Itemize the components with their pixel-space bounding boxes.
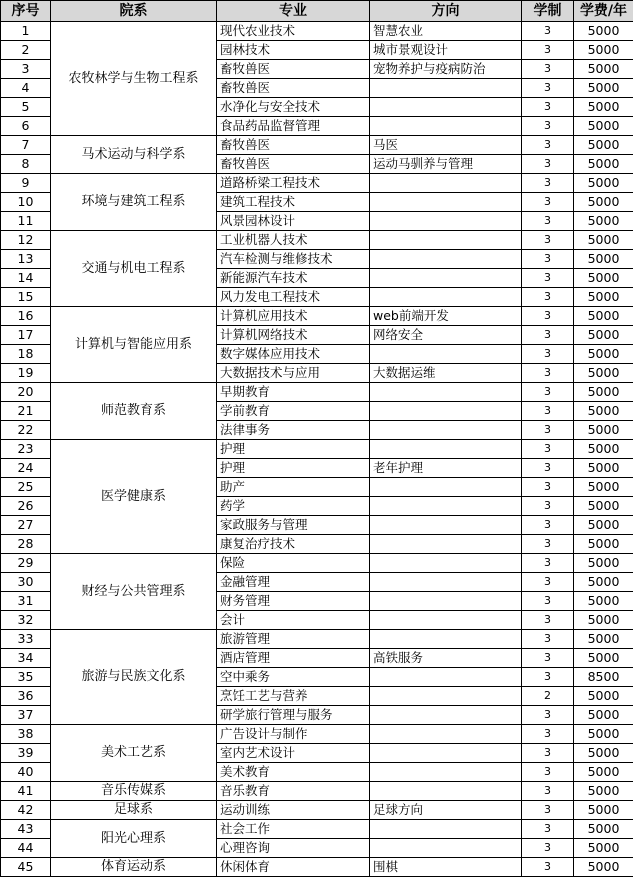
- table-row: [1, 782, 633, 801]
- table-row: [1, 22, 633, 41]
- department-name: 足球系: [51, 801, 217, 820]
- row-number: 21: [1, 402, 51, 421]
- table-row: [1, 858, 633, 877]
- study-years: 3: [522, 421, 574, 440]
- row-number: 23: [1, 440, 51, 459]
- row-number: 19: [1, 364, 51, 383]
- annual-fee: 5000: [574, 535, 633, 554]
- header-fee: 学费/年: [574, 1, 633, 22]
- annual-fee: 5000: [574, 269, 633, 288]
- row-number: 14: [1, 269, 51, 288]
- table-row: [1, 725, 633, 744]
- major-name: 道路桥梁工程技术: [217, 174, 370, 193]
- direction-name: [370, 630, 522, 649]
- study-years: 3: [522, 801, 574, 820]
- annual-fee: 8500: [574, 668, 633, 687]
- row-number: 45: [1, 858, 51, 877]
- study-years: 3: [522, 516, 574, 535]
- direction-name: [370, 687, 522, 706]
- major-name: 心理咨询: [217, 839, 370, 858]
- row-number: 28: [1, 535, 51, 554]
- major-name: 烹饪工艺与营养: [217, 687, 370, 706]
- direction-name: [370, 763, 522, 782]
- major-name: 保险: [217, 554, 370, 573]
- table-row: [1, 820, 633, 839]
- direction-name: web前端开发: [370, 307, 522, 326]
- row-number: 3: [1, 60, 51, 79]
- direction-name: [370, 98, 522, 117]
- study-years: 3: [522, 630, 574, 649]
- annual-fee: 5000: [574, 250, 633, 269]
- direction-name: 围棋: [370, 858, 522, 877]
- row-number: 4: [1, 79, 51, 98]
- major-name: 食品药品监督管理: [217, 117, 370, 136]
- row-number: 34: [1, 649, 51, 668]
- study-years: 3: [522, 326, 574, 345]
- annual-fee: 5000: [574, 459, 633, 478]
- study-years: 3: [522, 41, 574, 60]
- major-name: 护理: [217, 459, 370, 478]
- department-name: 阳光心理系: [51, 820, 217, 858]
- direction-name: [370, 592, 522, 611]
- major-name: 药学: [217, 497, 370, 516]
- direction-name: [370, 497, 522, 516]
- study-years: 3: [522, 763, 574, 782]
- study-years: 3: [522, 212, 574, 231]
- table-row: [1, 630, 633, 649]
- row-number: 37: [1, 706, 51, 725]
- row-number: 27: [1, 516, 51, 535]
- major-name: 法律事务: [217, 421, 370, 440]
- study-years: 3: [522, 668, 574, 687]
- major-name: 风景园林设计: [217, 212, 370, 231]
- annual-fee: 5000: [574, 706, 633, 725]
- department-name: 体育运动系: [51, 858, 217, 877]
- annual-fee: 5000: [574, 79, 633, 98]
- major-name: 建筑工程技术: [217, 193, 370, 212]
- header-years: 学制: [522, 1, 574, 22]
- row-number: 13: [1, 250, 51, 269]
- table-row: [1, 440, 633, 459]
- major-name: 研学旅行管理与服务: [217, 706, 370, 725]
- annual-fee: 5000: [574, 402, 633, 421]
- annual-fee: 5000: [574, 744, 633, 763]
- annual-fee: 5000: [574, 22, 633, 41]
- study-years: 3: [522, 573, 574, 592]
- major-name: 运动训练: [217, 801, 370, 820]
- major-name: 室内艺术设计: [217, 744, 370, 763]
- table-row: [1, 136, 633, 155]
- annual-fee: 5000: [574, 478, 633, 497]
- annual-fee: 5000: [574, 155, 633, 174]
- major-name: 音乐教育: [217, 782, 370, 801]
- study-years: 3: [522, 459, 574, 478]
- row-number: 40: [1, 763, 51, 782]
- annual-fee: 5000: [574, 212, 633, 231]
- study-years: 3: [522, 649, 574, 668]
- row-number: 25: [1, 478, 51, 497]
- study-years: 3: [522, 307, 574, 326]
- study-years: 3: [522, 497, 574, 516]
- department-name: 计算机与智能应用系: [51, 307, 217, 383]
- major-name: 畜牧兽医: [217, 60, 370, 79]
- direction-name: 宠物养护与疫病防治: [370, 60, 522, 79]
- row-number: 32: [1, 611, 51, 630]
- major-name: 家政服务与管理: [217, 516, 370, 535]
- row-number: 29: [1, 554, 51, 573]
- study-years: 3: [522, 345, 574, 364]
- table-row: [1, 231, 633, 250]
- direction-name: [370, 839, 522, 858]
- study-years: 3: [522, 98, 574, 117]
- row-number: 35: [1, 668, 51, 687]
- direction-name: 城市景观设计: [370, 41, 522, 60]
- header-row: [1, 1, 633, 22]
- major-name: 园林技术: [217, 41, 370, 60]
- annual-fee: 5000: [574, 782, 633, 801]
- header-direction: 方向: [370, 1, 522, 22]
- annual-fee: 5000: [574, 98, 633, 117]
- annual-fee: 5000: [574, 117, 633, 136]
- row-number: 9: [1, 174, 51, 193]
- row-number: 15: [1, 288, 51, 307]
- study-years: 3: [522, 535, 574, 554]
- row-number: 12: [1, 231, 51, 250]
- annual-fee: 5000: [574, 440, 633, 459]
- row-number: 41: [1, 782, 51, 801]
- row-number: 36: [1, 687, 51, 706]
- direction-name: 老年护理: [370, 459, 522, 478]
- direction-name: [370, 79, 522, 98]
- row-number: 26: [1, 497, 51, 516]
- annual-fee: 5000: [574, 307, 633, 326]
- annual-fee: 5000: [574, 573, 633, 592]
- study-years: 3: [522, 402, 574, 421]
- direction-name: [370, 212, 522, 231]
- department-name: 师范教育系: [51, 383, 217, 440]
- direction-name: 网络安全: [370, 326, 522, 345]
- major-name: 康复治疗技术: [217, 535, 370, 554]
- annual-fee: 5000: [574, 497, 633, 516]
- annual-fee: 5000: [574, 839, 633, 858]
- row-number: 1: [1, 22, 51, 41]
- major-name: 金融管理: [217, 573, 370, 592]
- major-name: 现代农业技术: [217, 22, 370, 41]
- table-row: [1, 307, 633, 326]
- row-number: 44: [1, 839, 51, 858]
- row-number: 7: [1, 136, 51, 155]
- major-name: 畜牧兽医: [217, 136, 370, 155]
- direction-name: 高铁服务: [370, 649, 522, 668]
- row-number: 39: [1, 744, 51, 763]
- annual-fee: 5000: [574, 516, 633, 535]
- direction-name: [370, 611, 522, 630]
- department-name: 环境与建筑工程系: [51, 174, 217, 231]
- major-name: 畜牧兽医: [217, 79, 370, 98]
- row-number: 2: [1, 41, 51, 60]
- major-name: 汽车检测与维修技术: [217, 250, 370, 269]
- annual-fee: 5000: [574, 345, 633, 364]
- table-row: [1, 174, 633, 193]
- row-number: 42: [1, 801, 51, 820]
- direction-name: 马医: [370, 136, 522, 155]
- study-years: 3: [522, 440, 574, 459]
- major-name: 财务管理: [217, 592, 370, 611]
- annual-fee: 5000: [574, 288, 633, 307]
- study-years: 3: [522, 478, 574, 497]
- annual-fee: 5000: [574, 630, 633, 649]
- table-body: [1, 22, 633, 877]
- direction-name: [370, 573, 522, 592]
- annual-fee: 5000: [574, 421, 633, 440]
- major-name: 护理: [217, 440, 370, 459]
- annual-fee: 5000: [574, 820, 633, 839]
- study-years: 3: [522, 592, 574, 611]
- table-row: [1, 801, 633, 820]
- major-name: 会计: [217, 611, 370, 630]
- study-years: 3: [522, 725, 574, 744]
- annual-fee: 5000: [574, 136, 633, 155]
- row-number: 17: [1, 326, 51, 345]
- annual-fee: 5000: [574, 858, 633, 877]
- major-name: 计算机网络技术: [217, 326, 370, 345]
- direction-name: 足球方向: [370, 801, 522, 820]
- department-name: 交通与机电工程系: [51, 231, 217, 307]
- row-number: 20: [1, 383, 51, 402]
- study-years: 3: [522, 782, 574, 801]
- major-name: 社会工作: [217, 820, 370, 839]
- major-name: 风力发电工程技术: [217, 288, 370, 307]
- row-number: 10: [1, 193, 51, 212]
- direction-name: [370, 174, 522, 193]
- major-name: 广告设计与制作: [217, 725, 370, 744]
- study-years: 3: [522, 117, 574, 136]
- annual-fee: 5000: [574, 383, 633, 402]
- major-name: 酒店管理: [217, 649, 370, 668]
- major-name: 水净化与安全技术: [217, 98, 370, 117]
- study-years: 3: [522, 706, 574, 725]
- major-name: 数字媒体应用技术: [217, 345, 370, 364]
- direction-name: [370, 402, 522, 421]
- major-name: 工业机器人技术: [217, 231, 370, 250]
- study-years: 3: [522, 839, 574, 858]
- direction-name: [370, 820, 522, 839]
- major-name: 旅游管理: [217, 630, 370, 649]
- major-name: 助产: [217, 478, 370, 497]
- row-number: 22: [1, 421, 51, 440]
- header-department: 院系: [51, 1, 217, 22]
- study-years: 3: [522, 744, 574, 763]
- direction-name: [370, 668, 522, 687]
- study-years: 3: [522, 22, 574, 41]
- direction-name: 智慧农业: [370, 22, 522, 41]
- direction-name: [370, 554, 522, 573]
- study-years: 3: [522, 231, 574, 250]
- row-number: 5: [1, 98, 51, 117]
- study-years: 3: [522, 136, 574, 155]
- direction-name: 运动马驯养与管理: [370, 155, 522, 174]
- direction-name: [370, 345, 522, 364]
- row-number: 24: [1, 459, 51, 478]
- direction-name: [370, 725, 522, 744]
- row-number: 8: [1, 155, 51, 174]
- department-name: 农牧林学与生物工程系: [51, 22, 217, 136]
- direction-name: [370, 782, 522, 801]
- study-years: 3: [522, 858, 574, 877]
- direction-name: [370, 535, 522, 554]
- annual-fee: 5000: [574, 687, 633, 706]
- study-years: 3: [522, 288, 574, 307]
- department-name: 财经与公共管理系: [51, 554, 217, 630]
- direction-name: [370, 516, 522, 535]
- row-number: 16: [1, 307, 51, 326]
- annual-fee: 5000: [574, 41, 633, 60]
- row-number: 33: [1, 630, 51, 649]
- row-number: 30: [1, 573, 51, 592]
- row-number: 43: [1, 820, 51, 839]
- major-name: 空中乘务: [217, 668, 370, 687]
- study-years: 3: [522, 79, 574, 98]
- direction-name: [370, 269, 522, 288]
- annual-fee: 5000: [574, 174, 633, 193]
- annual-fee: 5000: [574, 231, 633, 250]
- annual-fee: 5000: [574, 554, 633, 573]
- department-name: 马术运动与科学系: [51, 136, 217, 174]
- major-name: 美术教育: [217, 763, 370, 782]
- study-years: 3: [522, 820, 574, 839]
- table-row: [1, 554, 633, 573]
- row-number: 38: [1, 725, 51, 744]
- major-name: 学前教育: [217, 402, 370, 421]
- annual-fee: 5000: [574, 725, 633, 744]
- department-name: 旅游与民族文化系: [51, 630, 217, 725]
- study-years: 3: [522, 250, 574, 269]
- study-years: 2: [522, 687, 574, 706]
- study-years: 3: [522, 383, 574, 402]
- annual-fee: 5000: [574, 364, 633, 383]
- annual-fee: 5000: [574, 649, 633, 668]
- row-number: 11: [1, 212, 51, 231]
- direction-name: [370, 421, 522, 440]
- direction-name: [370, 193, 522, 212]
- major-name: 大数据技术与应用: [217, 364, 370, 383]
- study-years: 3: [522, 174, 574, 193]
- direction-name: [370, 706, 522, 725]
- header-no: 序号: [1, 1, 51, 22]
- direction-name: [370, 288, 522, 307]
- direction-name: [370, 383, 522, 402]
- row-number: 18: [1, 345, 51, 364]
- direction-name: [370, 440, 522, 459]
- department-name: 音乐传媒系: [51, 782, 217, 801]
- major-name: 畜牧兽医: [217, 155, 370, 174]
- direction-name: [370, 744, 522, 763]
- department-name: 医学健康系: [51, 440, 217, 554]
- study-years: 3: [522, 60, 574, 79]
- direction-name: [370, 250, 522, 269]
- major-name: 休闲体育: [217, 858, 370, 877]
- study-years: 3: [522, 554, 574, 573]
- direction-name: 大数据运维: [370, 364, 522, 383]
- study-years: 3: [522, 269, 574, 288]
- department-name: 美术工艺系: [51, 725, 217, 782]
- row-number: 31: [1, 592, 51, 611]
- direction-name: [370, 478, 522, 497]
- annual-fee: 5000: [574, 592, 633, 611]
- row-number: 6: [1, 117, 51, 136]
- annual-fee: 5000: [574, 193, 633, 212]
- table-row: [1, 383, 633, 402]
- study-years: 3: [522, 155, 574, 174]
- major-name: 新能源汽车技术: [217, 269, 370, 288]
- annual-fee: 5000: [574, 611, 633, 630]
- header-major: 专业: [217, 1, 370, 22]
- annual-fee: 5000: [574, 763, 633, 782]
- major-name: 早期教育: [217, 383, 370, 402]
- study-years: 3: [522, 611, 574, 630]
- study-years: 3: [522, 193, 574, 212]
- study-years: 3: [522, 364, 574, 383]
- major-name: 计算机应用技术: [217, 307, 370, 326]
- annual-fee: 5000: [574, 326, 633, 345]
- annual-fee: 5000: [574, 801, 633, 820]
- annual-fee: 5000: [574, 60, 633, 79]
- direction-name: [370, 117, 522, 136]
- direction-name: [370, 231, 522, 250]
